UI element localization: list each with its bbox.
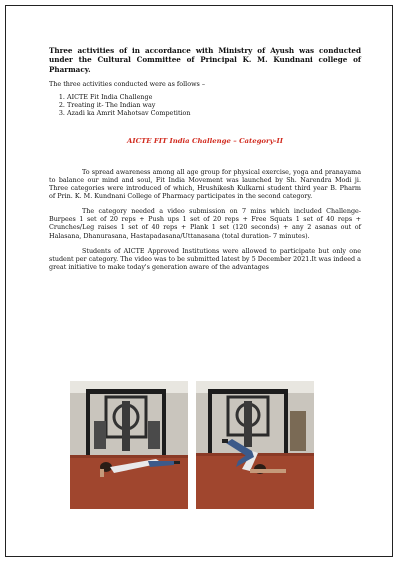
photo-halasana xyxy=(196,381,314,509)
document-content xyxy=(49,46,361,278)
paragraph-category: The category needed a video submission on 7 mins which included Challenge-Burpees 1 set of 20 reps + Push ups 1 set of 20 reps + Free Squats 1 set of 40 reps + Crunches/Leg raises 1 set of 40 reps + Plank 1 set (120 seconds) + any 2 asanas out of Halasana, Dhanurasana, Hastapadasana/Uttanasana (total duration- 7 minutes). xyxy=(49,207,361,240)
photo-halasana-image xyxy=(196,381,314,509)
paragraph-eligibility: Students of AICTE Approved Institutions were allowed to participate but only one student per category. The video was to be submitted latest by 5 December 2021.It was indeed a great initiative to make today's generation aware of the advantages xyxy=(49,246,361,271)
paragraph-awareness: To spread awareness among all age group for physical exercise, yoga and pranayama to balance our mind and soul, Fit India Movement was launched by Sh. Narendra Modi ji. Three categories were introduced of which, Hrushikesh Kulkarni student third year B. Pharm of Prin. K. M. Kundnani College of Pharmacy participates in the second category. xyxy=(49,167,361,201)
section-title: AICTE FIT India Challenge – Category-II xyxy=(127,136,283,145)
activity-item: 1. AICTE Fit India Challenge xyxy=(67,93,361,101)
activity-item: 3. Azadi ka Amrit Mahotsav Competition xyxy=(67,109,361,117)
activity-item: 2. Treating it- The Indian way xyxy=(67,101,361,109)
document-heading: Three activities of in accordance with Ministry of Ayush was conducted under the Cultural Committee of Principal K. M. Kundnani college of Pharmacy. xyxy=(49,46,361,74)
photo-plank-image xyxy=(70,381,188,509)
activities-intro: The three activities conducted were as follows – xyxy=(49,80,206,89)
photo-row xyxy=(70,381,340,509)
document-page xyxy=(5,5,393,557)
photo-plank xyxy=(70,381,188,509)
activities-list xyxy=(67,93,361,118)
